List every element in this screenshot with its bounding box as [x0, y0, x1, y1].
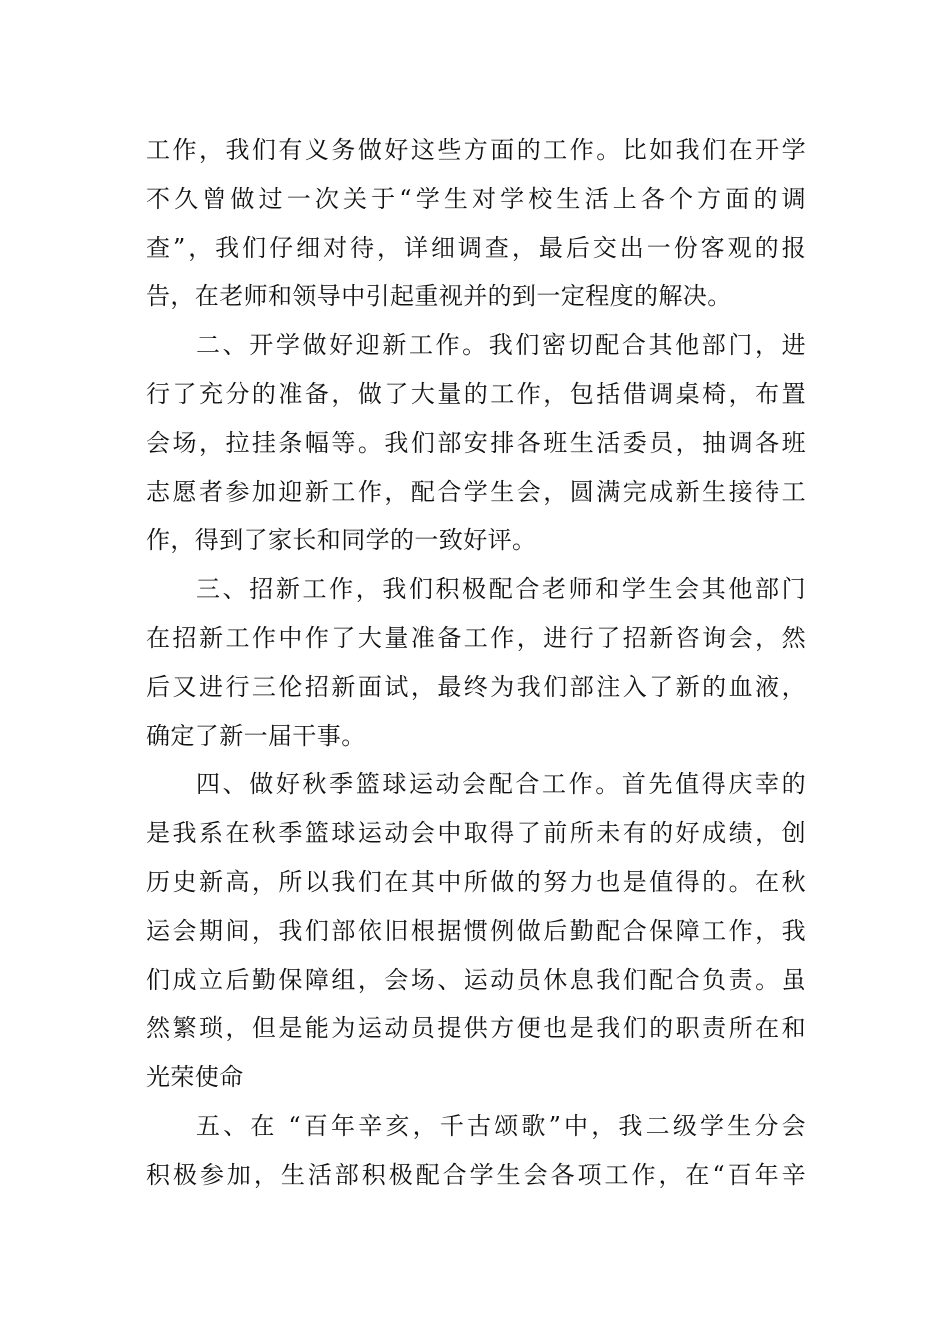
- text-line: 历史新高，所以我们在其中所做的努力也是值得的。在秋: [146, 867, 806, 896]
- text-line: 光荣使命: [146, 1063, 244, 1092]
- text-line: 运会期间，我们部依旧根据惯例做后勤配合保障工作，我: [146, 916, 806, 945]
- text-line: 不久曾做过一次关于“学生对学校生活上各个方面的调: [146, 184, 806, 213]
- text-line: 五、在 “百年辛亥，千古颂歌”中，我二级学生分会: [196, 1111, 806, 1140]
- text-line: 查”，我们仔细对待，详细调查，最后交出一份客观的报: [146, 233, 806, 262]
- text-line: 确定了新一届干事。: [146, 721, 366, 750]
- text-line: 二、开学做好迎新工作。我们密切配合其他部门，进: [196, 331, 806, 360]
- text-line: 三、招新工作，我们积极配合老师和学生会其他部门: [196, 575, 806, 604]
- text-line: 积极参加，生活部积极配合学生会各项工作，在“百年辛: [146, 1160, 806, 1189]
- text-line: 们成立后勤保障组，会场、运动员休息我们配合负责。虽: [146, 965, 806, 994]
- text-line: 是我系在秋季篮球运动会中取得了前所未有的好成绩，创: [146, 819, 806, 848]
- text-line: 志愿者参加迎新工作，配合学生会，圆满完成新生接待工: [146, 477, 806, 506]
- text-line: 工作，我们有义务做好这些方面的工作。比如我们在开学: [146, 136, 806, 164]
- paragraph-3: [146, 565, 806, 760]
- text-line: 然繁琐，但是能为运动员提供方便也是我们的职责所在和: [146, 1014, 806, 1043]
- text-line: 后又进行三伦招新面试，最终为我们部注入了新的血液，: [146, 672, 806, 701]
- paragraph-4: [146, 760, 806, 1102]
- document-body: [146, 126, 806, 1200]
- paragraph-5: [146, 1102, 806, 1200]
- text-line: 四、做好秋季篮球运动会配合工作。首先值得庆幸的: [196, 770, 806, 799]
- text-line: 会场，拉挂条幅等。我们部安排各班生活委员，抽调各班: [146, 428, 806, 457]
- text-line: 作，得到了家长和同学的一致好评。: [146, 526, 537, 555]
- text-line: 在招新工作中作了大量准备工作，进行了招新咨询会，然: [146, 623, 806, 652]
- paragraph-1: [146, 126, 806, 321]
- text-line: 告，在老师和领导中引起重视并的到一定程度的解决。: [146, 282, 732, 311]
- paragraph-2: [146, 321, 806, 565]
- text-line: 行了充分的准备，做了大量的工作，包括借调桌椅，布置: [146, 379, 806, 408]
